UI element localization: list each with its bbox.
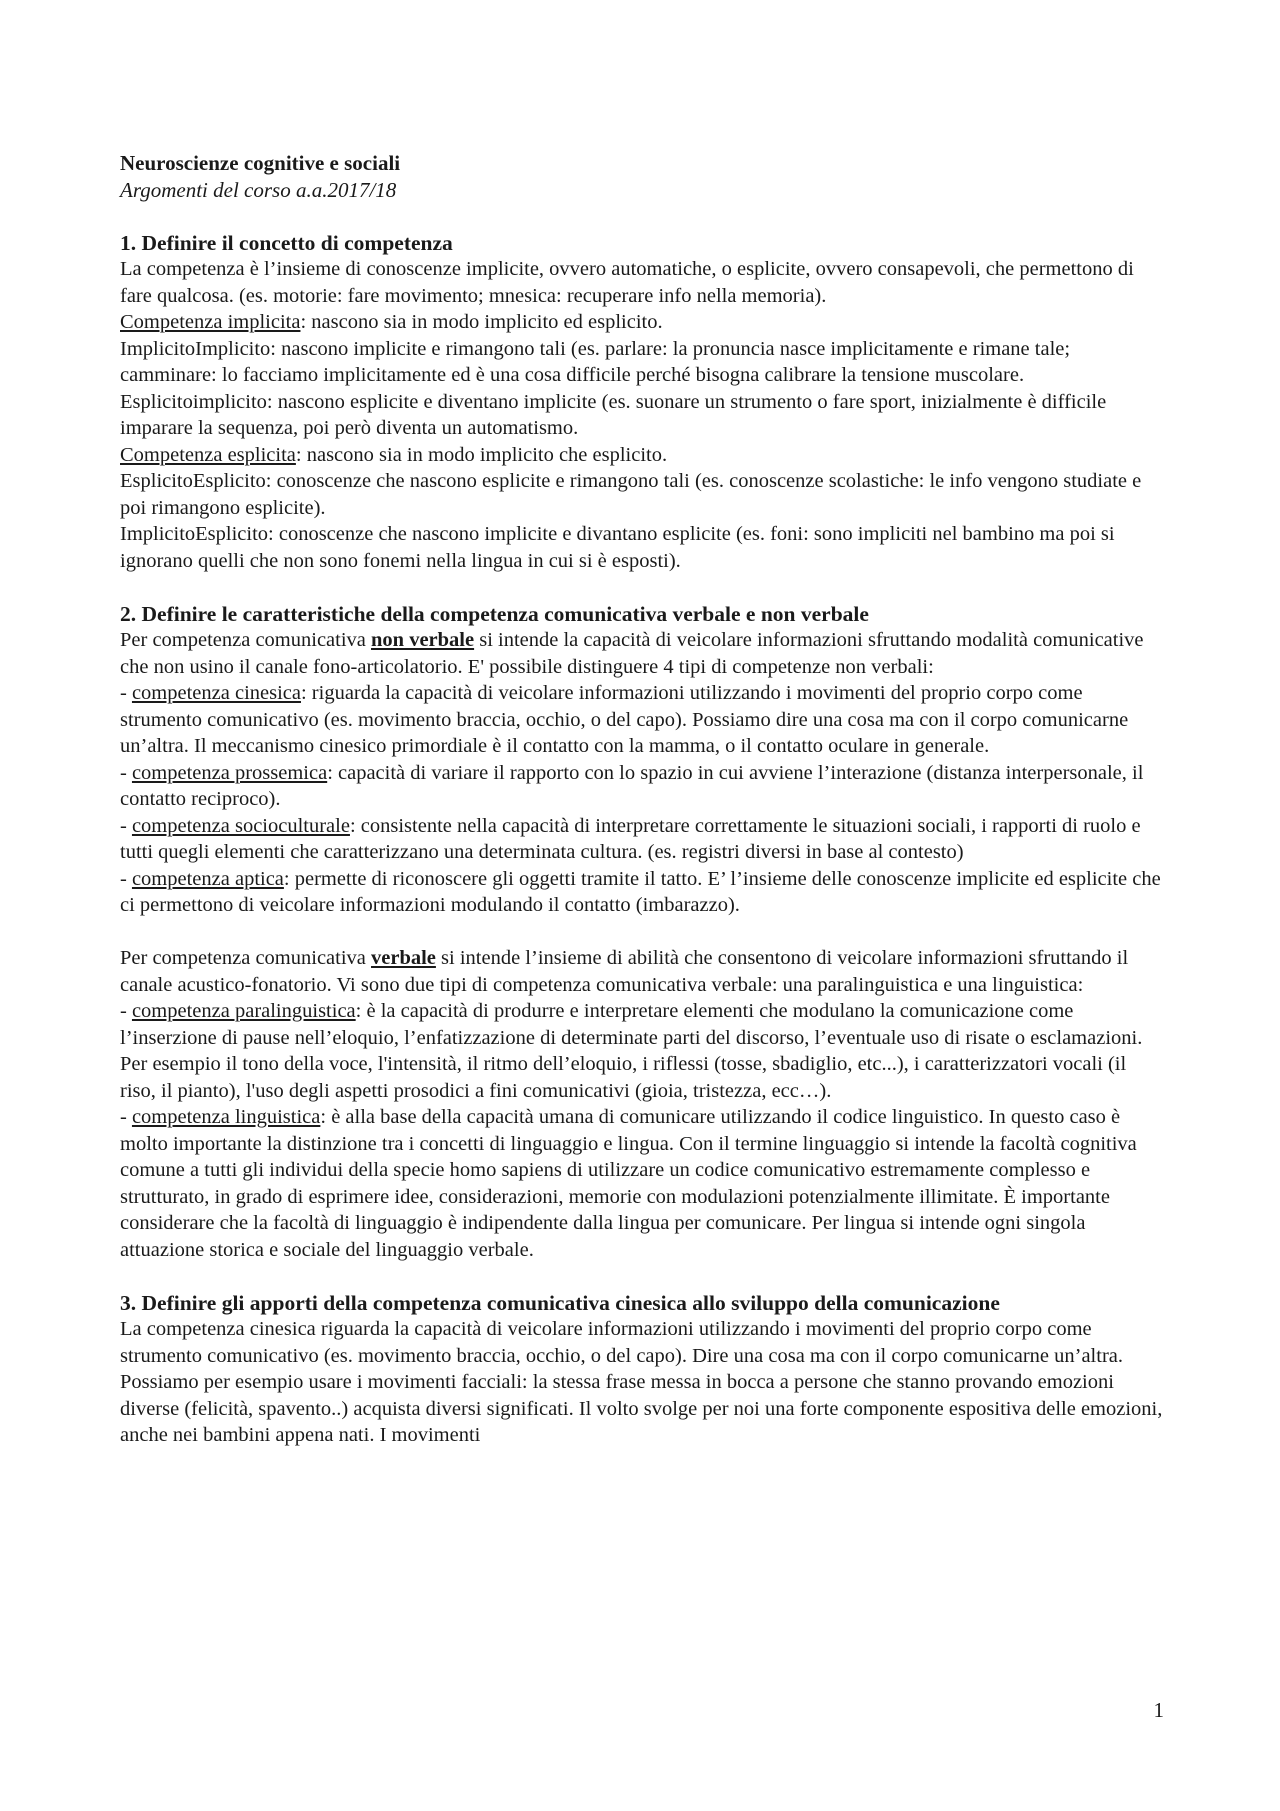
paralinguistica-term: competenza paralinguistica [131, 1000, 356, 1022]
section-2-heading: 2. Definire le caratteristiche della competenza comunicativa verbale e non verbale [120, 601, 869, 626]
socioculturale-item [120, 813, 1165, 866]
socioculturale-text: : consistente nella capacità di interpretare correttamente le situazioni sociali, i rapporti di ruolo e tutti quegli elementi che caratterizzano una determinata cultura. (es. registri diversi in base al contesto) [120, 814, 1141, 863]
list-dash: - [120, 1106, 132, 1128]
paralinguistica-text: : è la capacità di produrre e interpretare elementi che modulano la comunicazione come l’inserzione di pause nell’eloquio, l’enfatizzazione di determinate parti del discorso, l’eventuale uso di risate o esclamazioni. Per esempio il tono della voce, l'intensità, il ritmo dell’eloquio, i riflessi (tosse, sbadiglio, etc...), i caratterizzatori vocali (il riso, il pianto), l'uso degli aspetti prosodici a fini comunicativi (gioia, tristezza, ecc…). [120, 1000, 1143, 1102]
document-title: Neuroscienze cognitive e sociali [120, 151, 401, 175]
section-3-text: La competenza cinesica riguarda la capacità di veicolare informazioni utilizzando i movimenti del proprio corpo come strumento comunicativo (es. movimento braccia, occhio, o del capo). Dire una cosa ma con il corpo comunicarne un’altra. Possiamo per esempio usare i movimenti facciali: la stessa frase messa in bocca a persone che stanno provando emozioni diverse (felicità, spavento..) acquista diversi significati. Il volto svolge per noi una forte componente espositiva delle emozioni, anche nei bambini appena nati. I movimenti [120, 1318, 1163, 1446]
document-page [120, 150, 1165, 1449]
page-number: 1 [1153, 1698, 1164, 1722]
section-1-heading: 1. Definire il concetto di competenza [120, 230, 453, 255]
section-1-intro: La competenza è l’insieme di conoscenze implicite, ovvero automatiche, o esplicite, ovvero consapevoli, che permettono di fare qualcosa. (es. motorie: fare movimento; mnesica: recuperare info nella memoria). [120, 258, 1134, 307]
list-dash: - [120, 1000, 132, 1022]
prossemica-term: competenza prossemica [131, 761, 328, 784]
aptica-text: : permette di riconoscere gli oggetti tramite il tatto. E’ l’insieme delle conoscenze implicite ed esplicite che ci permettono di veicolare informazioni modulando il contatto (imbarazzo). [120, 867, 1161, 916]
section-3-heading: 3. Definire gli apporti della competenza comunicativa cinesica allo sviluppo della comunicazione [120, 1290, 1000, 1315]
paralinguistica-item [120, 998, 1165, 1104]
competenza-implicita-text: : nascono sia in modo implicito ed esplicito. [300, 311, 663, 333]
linguistica-item [120, 1104, 1165, 1263]
cinesica-text: : riguarda la capacità di veicolare informazioni utilizzando i movimenti del proprio corpo come strumento comunicativo (es. movimento braccia, occhio, o del capo). Possiamo dire una cosa ma con il corpo comunicarne un’altra. Il meccanismo cinesico primordiale è il contatto con la mamma, o il contatto oculare in generale. [120, 682, 1129, 757]
cinesica-term: competenza cinesica [131, 682, 301, 704]
verbale-paragraph [120, 945, 1165, 998]
list-dash: - [120, 814, 132, 837]
non-verbale-term: non verbale [371, 629, 475, 651]
prossemica-item [120, 760, 1165, 813]
list-dash: - [120, 867, 132, 890]
prossemica-text: : capacità di variare il rapporto con lo spazio in cui avviene l’interazione (distanza interpersonale, il contatto reciproco). [120, 761, 1144, 810]
competenza-esplicita-term: Competenza esplicita [120, 443, 296, 466]
linguistica-text: : è alla base della capacità umana di comunicare utilizzando il codice linguistico. In questo caso è molto importante la distinzione tra i concetti di linguaggio e lingua. Con il termine linguaggio si intende la facoltà cognitiva comune a tutti gli individui della specie homo sapiens di utilizzare un codice comunicativo estremamente complesso e strutturato, in grado di esprimere idee, considerazioni, memorie con modulazioni potenzialmente illimitate. È importante considerare che la facoltà di linguaggio è indipendente dalla lingua per comunicare. Per lingua si intende ogni singola attuazione storica e sociale del linguaggio verbale. [120, 1106, 1137, 1261]
list-dash: - [120, 682, 132, 704]
section-2 [120, 601, 1165, 1264]
competenza-implicita-paragraph [120, 309, 1165, 336]
aptica-term: competenza aptica [131, 867, 284, 890]
implicito-esplicito-paragraph: ImplicitoEsplicito: conoscenze che nascono implicite e divantano esplicite (es. foni: sono impliciti nel bambino ma poi si ignorano quelli che non sono fonemi nella lingua in cui si è esposti). [120, 523, 1115, 572]
competenza-esplicita-text: : nascono sia in modo implicito che esplicito. [295, 443, 668, 466]
aptica-item [120, 866, 1165, 919]
competenza-implicita-term: Competenza implicita [120, 311, 301, 333]
non-verbale-pre: Per competenza comunicativa [120, 629, 372, 651]
implicito-implicito-paragraph: ImplicitoImplicito: nascono implicite e rimangono tali (es. parlare: la pronuncia nasce implicitamente e rimane tale; camminare: lo facciamo implicitamente ed è una cosa difficile perché bisogna calibrare la tensione muscolare. [120, 337, 1071, 386]
cinesica-item [120, 680, 1165, 760]
verbale-term: verbale [371, 947, 436, 969]
competenza-esplicita-paragraph [120, 442, 1165, 469]
esplicito-implicito-paragraph: Esplicitoimplicito: nascono esplicite e diventano implicite (es. suonare un strumento o fare sport, inizialmente è difficile imparare la sequenza, poi però diventa un automatismo. [120, 390, 1107, 439]
non-verbale-post: si intende la capacità di veicolare informazioni sfruttando modalità comunicative che non usino il canale fono-articolatorio. E' possibile distinguere 4 tipi di competenze non verbali: [120, 629, 1144, 678]
verbale-post: si intende l’insieme di abilità che consentono di veicolare informazioni sfruttando il canale acustico-fonatorio. Vi sono due tipi di competenza comunicativa verbale: una paralinguistica e una linguistica: [120, 947, 1129, 996]
section-1 [120, 230, 1165, 575]
verbale-pre: Per competenza comunicativa [120, 947, 372, 969]
linguistica-term: competenza linguistica [131, 1106, 321, 1128]
esplicito-esplicito-paragraph: EsplicitoEsplicito: conoscenze che nascono esplicite e rimangono tali (es. conoscenze scolastiche: le info vengono studiate e poi rimangono esplicite). [120, 470, 1142, 519]
non-verbale-paragraph [120, 627, 1165, 680]
document-subtitle: Argomenti del corso a.a.2017/18 [120, 177, 397, 202]
section-3 [120, 1290, 1165, 1449]
socioculturale-term: competenza socioculturale [131, 814, 350, 837]
list-dash: - [120, 761, 132, 784]
